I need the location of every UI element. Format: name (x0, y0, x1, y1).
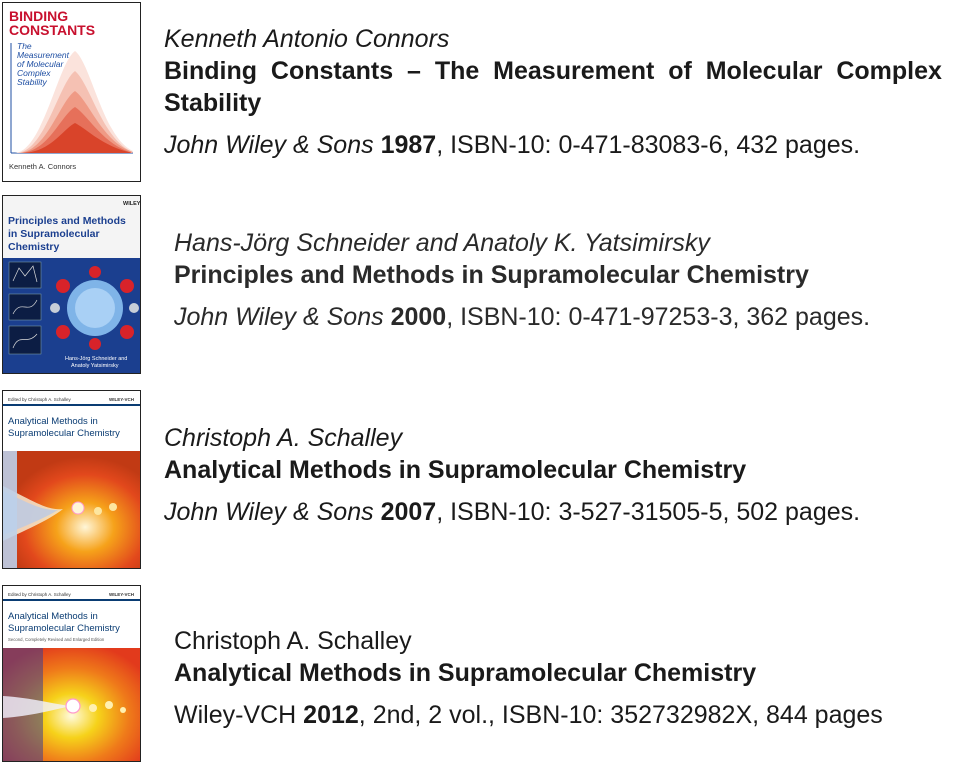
book-year: 2007 (380, 498, 437, 526)
cover-publisher-logo: WILEY-VCH (109, 397, 135, 402)
cover-author-line1: Hans-Jörg Schneider and (65, 356, 128, 362)
cover-publisher-logo: WILEY-VCH (109, 592, 135, 597)
book-title-line1: Binding Constants – The Measurement of Molecular Complex (164, 57, 942, 85)
book-details: , 2nd, 2 vol., ISBN-10: 352732982X, 844 pages (358, 701, 883, 729)
book-author: Christoph A. Schalley (174, 627, 412, 655)
cover-art (3, 3, 140, 181)
cover-publisher-logo: WILEY (123, 201, 140, 207)
cover-art (3, 586, 140, 761)
book-details: , ISBN-10: 0-471-97253-3, 362 pages. (446, 303, 871, 331)
book-info (164, 23, 942, 161)
book-year: 2000 (390, 303, 447, 331)
cover-subtitle-line4: Complex (17, 68, 51, 78)
book-info (164, 422, 860, 528)
cover-title-line2: CONSTANTS (9, 22, 96, 38)
book-cover-analytical-methods-2nd (2, 585, 141, 762)
cover-subtitle-line2: Measurement (17, 50, 69, 60)
book-publisher: John Wiley & Sons (164, 498, 374, 526)
book-publisher: John Wiley & Sons (174, 303, 384, 331)
book-cover-principles-methods (2, 195, 141, 374)
cover-subtitle-line1: The (17, 41, 32, 51)
cover-subtitle-line3: of Molecular (17, 59, 64, 69)
book-year: 1987 (380, 131, 437, 159)
book-author: Kenneth Antonio Connors (164, 25, 450, 53)
book-info (174, 625, 883, 731)
cover-art (3, 196, 140, 373)
book-author: Christoph A. Schalley (164, 424, 403, 452)
cover-author-line2: Anatoly Yatsimirsky (71, 363, 119, 369)
book-publication (174, 301, 870, 333)
book-author: Hans-Jörg Schneider and Anatoly K. Yatsimirsky (174, 229, 710, 257)
book-title-line1: Analytical Methods in Supramolecular Chemistry (174, 659, 757, 687)
book-publisher: Wiley-VCH (174, 701, 297, 729)
cover-editor: Edited by Christoph A. Schalley (8, 397, 71, 402)
cover-subtitle-line5: Stability (17, 77, 47, 87)
cover-title-line1: Principles and Methods (8, 215, 126, 227)
cover-edition: Second, Completely Revised and Enlarged Edition (8, 637, 105, 642)
book-publication (174, 699, 883, 731)
book-year: 2012 (303, 701, 359, 729)
book-cover-analytical-methods (2, 390, 141, 569)
cover-title-line1: Analytical Methods in (8, 416, 98, 427)
book-cover-binding-constants (2, 2, 141, 182)
book-title-line1: Principles and Methods in Supramolecular Chemistry (174, 261, 809, 289)
book-details: , ISBN-10: 3-527-31505-5, 502 pages. (436, 498, 861, 526)
cover-title-line1: Analytical Methods in (8, 611, 98, 622)
cover-art (3, 391, 140, 568)
cover-title-line3: Chemistry (8, 241, 60, 253)
book-publication (164, 129, 942, 161)
cover-title-line1: BINDING (9, 8, 69, 24)
cover-title-line2: Supramolecular Chemistry (8, 428, 120, 439)
cover-title-line2: Supramolecular Chemistry (8, 623, 120, 634)
cover-author: Kenneth A. Connors (9, 162, 77, 171)
cover-editor: Edited by Christoph A. Schalley (8, 592, 71, 597)
book-info (174, 227, 870, 333)
cover-title-line2: in Supramolecular (8, 228, 100, 240)
book-publisher: John Wiley & Sons (164, 131, 374, 159)
book-title-line2: Stability (164, 89, 262, 117)
book-publication (164, 496, 860, 528)
book-details: , ISBN-10: 0-471-83083-6, 432 pages. (436, 131, 861, 159)
book-title-line1: Analytical Methods in Supramolecular Chemistry (164, 456, 747, 484)
